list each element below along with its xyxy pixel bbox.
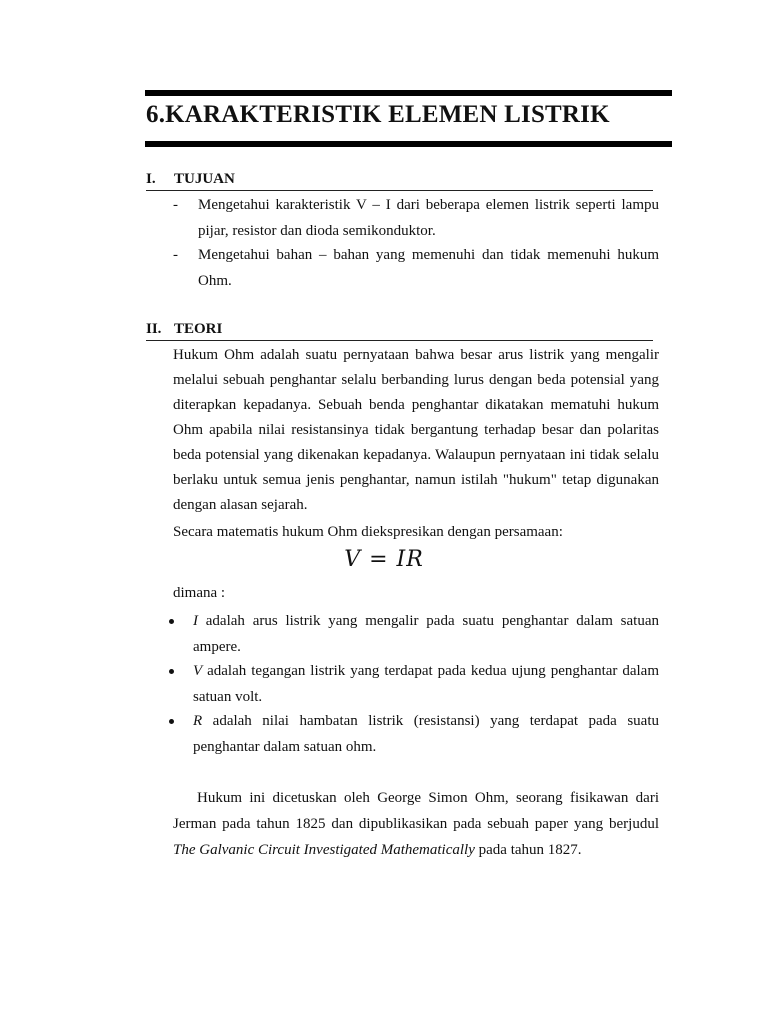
where-label: dimana :: [173, 585, 226, 601]
definition-body: adalah tegangan listrik yang terdapat pada kedua ujung penghantar dalam satuan volt.: [193, 663, 659, 705]
definition-item: [165, 658, 659, 710]
definition-item: [165, 608, 659, 660]
history-text-end: pada tahun 1827.: [474, 842, 582, 858]
paper-title: The Galvanic Circuit Investigated Mathematically: [173, 842, 475, 858]
definition-body: adalah nilai hambatan listrik (resistansi) yang terdapat pada suatu penghantar dalam satuan ohm.: [193, 713, 659, 755]
definition-body: adalah arus listrik yang mengalir pada suatu penghantar dalam satuan ampere.: [193, 613, 659, 655]
ohm-law-formula: V = IR: [344, 547, 424, 572]
title-rule-bottom: [145, 141, 672, 147]
section-title: TEORI: [174, 321, 223, 337]
definition-text: [193, 608, 659, 660]
definition-text: [193, 658, 659, 710]
dash-marker: -: [173, 247, 178, 263]
list-item-text: Mengetahui bahan – bahan yang memenuhi dan tidak memenuhi hukum Ohm.: [198, 247, 659, 289]
bullet-icon: [169, 619, 174, 624]
history-paragraph: [173, 785, 659, 863]
section-heading-tujuan: [146, 170, 653, 191]
formula-intro: Secara matematis hukum Ohm diekspresikan dengan persamaan:: [173, 524, 563, 540]
definition-symbol: I: [193, 613, 198, 629]
list-item: [173, 242, 659, 294]
bullet-icon: [169, 669, 174, 674]
definition-symbol: R: [193, 713, 203, 729]
page-title: 6.KARAKTERISTIK ELEMEN LISTRIK: [146, 101, 610, 128]
section-number: II.: [146, 321, 162, 337]
definition-symbol: V: [193, 663, 203, 679]
section-title: TUJUAN: [174, 171, 235, 187]
title-rule-top: [145, 90, 672, 96]
theory-paragraph: Hukum Ohm adalah suatu pernyataan bahwa besar arus listrik yang mengalir melalui sebuah penghantar selalu berbanding lurus dengan beda potensial yang diterapkan kepadanya. Sebuah benda penghantar dikatakan mematuhi hukum Ohm apabila nilai resistansinya tidak bergantung terhadap besar dan polaritas beda potensial yang dikenakan kepadanya. Walaupun pernyataan ini tidak selalu berlaku untuk semua jenis penghantar, namun istilah "hukum" tetap digunakan dengan alasan sejarah.: [173, 347, 659, 513]
list-item: [173, 192, 659, 244]
dash-marker: -: [173, 197, 178, 213]
list-item-text: Mengetahui karakteristik V – I dari beberapa elemen listrik seperti lampu pijar, resistor dan dioda semikonduktor.: [198, 197, 659, 239]
definition-item: [165, 708, 659, 760]
section-heading-teori: [146, 320, 653, 341]
bullet-icon: [169, 719, 174, 724]
definition-text: [193, 708, 659, 760]
history-text: Hukum ini dicetuskan oleh George Simon Ohm, seorang fisikawan dari Jerman pada tahun 1825 dan dipublikasikan pada sebuah paper yang berjudul: [173, 790, 659, 832]
section-number: I.: [146, 171, 156, 187]
